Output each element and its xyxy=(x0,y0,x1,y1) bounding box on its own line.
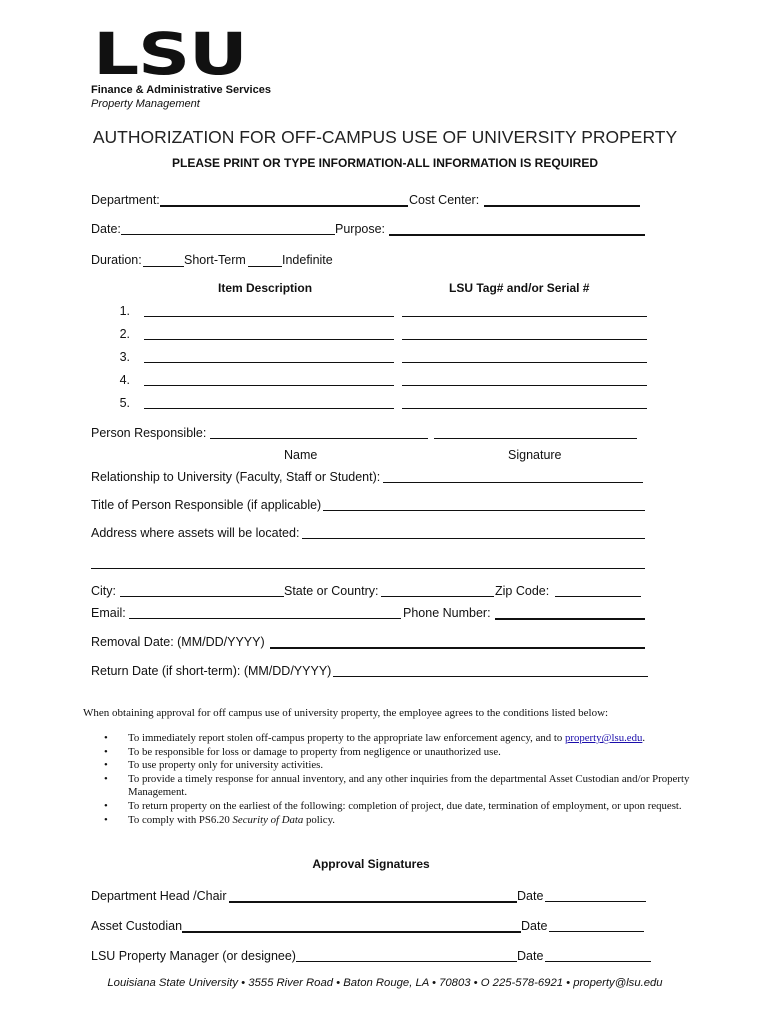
relationship-field[interactable] xyxy=(383,482,643,483)
item-number: 5. xyxy=(119,396,130,410)
address-field[interactable] xyxy=(302,538,645,539)
short-term-label: Short-Term xyxy=(184,253,246,267)
conditions-intro: When obtaining approval for off campus use of university property, the employee agrees to the conditions listed below: xyxy=(83,707,609,719)
dept-head-date-label: Date xyxy=(517,889,544,903)
property-email-link[interactable]: property@lsu.edu xyxy=(564,732,643,744)
org-name: Finance & Administrative Services xyxy=(91,84,271,96)
cost-center-field[interactable] xyxy=(484,205,640,207)
item-description-header: Item Description xyxy=(218,281,313,295)
zip-label: Zip Code: xyxy=(495,584,550,598)
email-label: Email: xyxy=(91,606,126,620)
city-field[interactable] xyxy=(120,596,284,597)
dept-head-date-field[interactable] xyxy=(545,901,646,902)
department-field[interactable] xyxy=(160,205,408,207)
purpose-field[interactable] xyxy=(389,234,645,236)
dept-head-label: Department Head /Chair xyxy=(91,889,227,903)
city-label: City: xyxy=(91,584,116,598)
person-name-field[interactable] xyxy=(210,438,428,439)
name-caption: Name xyxy=(284,448,318,462)
org-department: Property Management xyxy=(91,98,200,110)
asset-custodian-label: Asset Custodian xyxy=(91,919,183,933)
condition-item: • To be responsible for loss or damage to property from negligence or unauthorized use. xyxy=(104,746,694,760)
lsu-logo: LSU xyxy=(93,20,247,88)
state-label: State or Country: xyxy=(284,584,379,598)
short-term-checkbox[interactable] xyxy=(143,266,184,267)
indefinite-label: Indefinite xyxy=(282,253,333,267)
phone-field[interactable] xyxy=(495,618,645,620)
item-tag-field[interactable] xyxy=(402,316,647,317)
person-signature-field[interactable] xyxy=(434,438,637,439)
condition-item: • To return property on the earliest of the following: completion of project, due date, termination of employment, or upon request. xyxy=(104,800,694,814)
date-field[interactable] xyxy=(121,234,335,235)
asset-custodian-signature-field[interactable] xyxy=(182,931,521,933)
item-tag-field[interactable] xyxy=(402,385,647,386)
email-field[interactable] xyxy=(129,618,401,619)
item-tag-field[interactable] xyxy=(402,339,647,340)
property-manager-signature-field[interactable] xyxy=(296,961,517,962)
address-label: Address where assets will be located: xyxy=(91,526,300,540)
state-field[interactable] xyxy=(381,596,494,597)
address-field-line2[interactable] xyxy=(91,568,645,569)
conditions-list xyxy=(104,732,694,827)
property-manager-date-field[interactable] xyxy=(545,961,651,962)
return-date-field[interactable] xyxy=(333,676,648,677)
department-label: Department: xyxy=(91,193,160,207)
item-tag-field[interactable] xyxy=(402,408,647,409)
item-description-field[interactable] xyxy=(144,362,394,363)
footer-contact: Louisiana State University • 3555 River Road • Baton Rouge, LA • 70803 • O 225-578-6921 • property@lsu.edu xyxy=(107,977,663,989)
relationship-label: Relationship to University (Faculty, Staff or Student): xyxy=(91,470,381,484)
property-manager-date-label: Date xyxy=(517,949,544,963)
form-title: AUTHORIZATION FOR OFF-CAMPUS USE OF UNIVERSITY PROPERTY xyxy=(92,127,678,147)
removal-date-label: Removal Date: (MM/DD/YYYY) xyxy=(91,635,265,649)
cost-center-label: Cost Center: xyxy=(409,193,480,207)
approval-heading: Approval Signatures xyxy=(312,857,430,871)
title-person-label: Title of Person Responsible (if applicable) xyxy=(91,498,322,512)
item-description-field[interactable] xyxy=(144,385,394,386)
tag-serial-header: LSU Tag# and/or Serial # xyxy=(449,281,590,295)
item-number: 4. xyxy=(119,373,130,387)
title-person-field[interactable] xyxy=(323,510,645,511)
signature-caption: Signature xyxy=(508,448,562,462)
item-number: 2. xyxy=(119,327,130,341)
asset-custodian-date-label: Date xyxy=(521,919,548,933)
property-manager-label: LSU Property Manager (or designee) xyxy=(91,949,296,963)
date-label: Date: xyxy=(91,222,121,236)
item-description-field[interactable] xyxy=(144,339,394,340)
purpose-label: Purpose: xyxy=(335,222,386,236)
item-number: 3. xyxy=(119,350,130,364)
condition-item: • To provide a timely response for annual inventory, and any other inquiries from the departmental Asset Custodian and/or Property Management. xyxy=(104,773,694,800)
phone-label: Phone Number: xyxy=(403,606,491,620)
removal-date-field[interactable] xyxy=(270,647,645,649)
item-description-field[interactable] xyxy=(144,316,394,317)
item-number: 1. xyxy=(119,304,130,318)
asset-custodian-date-field[interactable] xyxy=(549,931,644,932)
item-description-field[interactable] xyxy=(144,408,394,409)
item-tag-field[interactable] xyxy=(402,362,647,363)
person-responsible-label: Person Responsible: xyxy=(91,426,207,440)
condition-item: • To comply with PS6.20 Security of Data policy. xyxy=(104,814,694,828)
condition-item: • To use property only for university activities. xyxy=(104,759,694,773)
zip-field[interactable] xyxy=(555,596,641,597)
form-subtitle: PLEASE PRINT OR TYPE INFORMATION-ALL INFORMATION IS REQUIRED xyxy=(171,156,598,170)
return-date-label: Return Date (if short-term): (MM/DD/YYYY) xyxy=(91,664,332,678)
duration-label: Duration: xyxy=(91,253,142,267)
condition-item: • To immediately report stolen off-campus property to the appropriate law enforcement agency, and to property@lsu.edu. xyxy=(104,732,694,746)
indefinite-checkbox[interactable] xyxy=(248,266,282,267)
dept-head-signature-field[interactable] xyxy=(229,901,517,903)
